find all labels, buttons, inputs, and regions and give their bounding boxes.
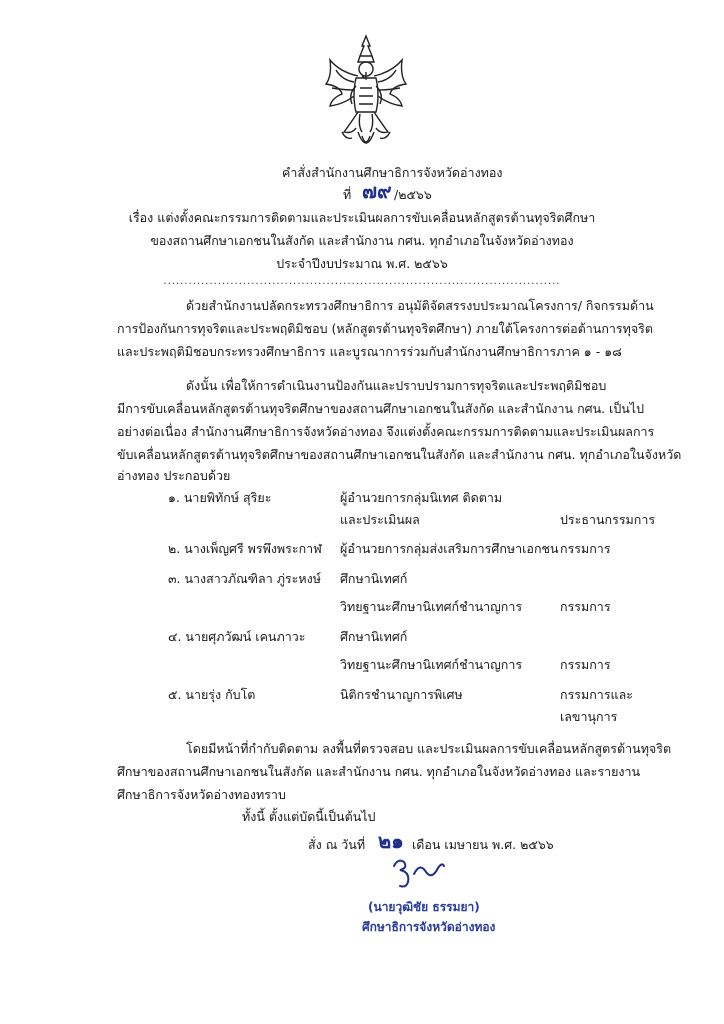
member-role: กรรมการ (560, 657, 611, 672)
paragraph-2-line: มีการขับเคลื่อนหลักสูตรต้านทุจริตศึกษาของสถานศึกษาเอกชนในสังกัด และสำนักงาน กศน. เป็นไป (117, 401, 645, 416)
order-date-day-handwritten: ๒๑ (378, 829, 404, 853)
member-role: กรรมการและ (560, 687, 633, 702)
member-name: ๔. นายศุภวัฒน์ เคนภาวะ (168, 629, 306, 644)
subject-line-1: เรื่อง แต่งตั้งคณะกรรมการติดตามและประเมินผลการขับเคลื่อนหลักสูตรต้านทุจริตศึกษา (128, 210, 596, 225)
member-position: วิทยฐานะศึกษานิเทศก์ชำนาญการ (340, 599, 523, 614)
member-name: ๑. นายพิทักษ์ สุริยะ (168, 490, 272, 505)
paragraph-1-line: และประพฤติมิชอบกระทรวงศึกษาธิการ และบูรณาการร่วมกับสำนักงานศึกษาธิการภาค ๑ - ๑๘ (117, 344, 622, 359)
member-role: กรรมการ (560, 541, 611, 556)
order-date-suffix: เดือน เมษายน พ.ศ. ๒๕๖๖ (412, 837, 554, 852)
subject-line-3: ประจำปีงบประมาณ พ.ศ. ๒๕๖๖ (276, 256, 448, 271)
order-title: คำสั่งสำนักงานศึกษาธิการจังหวัดอ่างทอง (282, 165, 503, 180)
member-role: กรรมการ (560, 599, 611, 614)
member-position: นิติกรชำนาญการพิเศษ (340, 687, 463, 702)
member-position: ผู้อำนวยการกลุ่มนิเทศ ติดตาม (340, 490, 503, 505)
signatory-name: (นายวุฒิชัย ธรรมยา) (368, 900, 480, 914)
paragraph-1-line: ด้วยสำนักงานปลัดกระทรวงศึกษาธิการ อนุมัติจัดสรรงบประมาณโครงการ/ กิจกรรมด้าน (186, 298, 654, 313)
paragraph-3-line: โดยมีหน้าที่กำกับติดตาม ลงพื้นที่ตรวจสอบ และประเมินผลการขับเคลื่อนหลักสูตรต้านทุจริต (186, 741, 672, 756)
garuda-emblem-icon (322, 32, 410, 156)
paragraph-2-line: อ่างทอง ประกอบด้วย (117, 468, 231, 483)
member-name: ๕. นายรุ่ง กับโต (168, 687, 256, 702)
subject-line-2: ของสถานศึกษาเอกชนในสังกัด และสำนักงาน กศน. ทุกอำเภอในจังหวัดอ่างทอง (150, 233, 574, 248)
member-name: ๒. นางเพ็ญศรี พรพึงพระกาฬ (168, 541, 322, 556)
effective-statement: ทั้งนี้ ตั้งแต่บัดนี้เป็นต้นไป (242, 809, 376, 824)
paragraph-2-line: ขับเคลื่อนหลักสูตรต้านทุจริตศึกษาของสถานศึกษาเอกชนในสังกัด และสำนักงาน กศน. ทุกอำเภอในจังหวัด (117, 447, 682, 462)
paragraph-3-line: ศึกษาของสถานศึกษาเอกชนในสังกัด และสำนักงาน กศน. ทุกอำเภอในจังหวัดอ่างทอง และรายงาน (117, 764, 641, 779)
member-position: และประเมินผล (340, 512, 420, 527)
member-position: ศึกษานิเทศก์ (340, 629, 408, 644)
separator-line: ............................................................................................... (163, 276, 561, 287)
member-role: ประธานกรรมการ (560, 512, 656, 527)
paragraph-1-line: การป้องกันการทุจริตและประพฤติมิชอบ (หลักสูตรต้านทุจริตศึกษา) ภายใต้โครงการต่อต้านการทุจริต (117, 321, 654, 336)
member-role: เลขานุการ (560, 709, 618, 724)
paragraph-3-line: ศึกษาธิการจังหวัดอ่างทองทราบ (117, 787, 286, 802)
order-number-handwritten: ๗๙ (362, 179, 392, 203)
order-date-prefix: สั่ง ณ วันที่ (308, 837, 366, 852)
paragraph-2-line: ดังนั้น เพื่อให้การดำเนินงานป้องกันและปราบปรามการทุจริตและประพฤติมิชอบ (186, 378, 607, 393)
paragraph-2-line: อย่างต่อเนื่อง สำนักงานศึกษาธิการจังหวัดอ่างทอง จึงแต่งตั้งคณะกรรมการติดตามและประเมินผลการ (117, 424, 655, 439)
member-name: ๓. นางสาวภัณฑิลา ภู่ระหงษ์ (168, 571, 321, 586)
handwritten-signature-icon (388, 852, 448, 892)
order-number-suffix: /๒๕๖๖ (394, 187, 432, 202)
member-position: วิทยฐานะศึกษานิเทศก์ชำนาญการ (340, 657, 523, 672)
order-number-prefix: ที่ (343, 187, 352, 202)
member-position: ศึกษานิเทศก์ (340, 571, 408, 586)
signatory-title: ศึกษาธิการจังหวัดอ่างทอง (362, 920, 496, 934)
member-position: ผู้อำนวยการกลุ่มส่งเสริมการศึกษาเอกชน (340, 541, 559, 556)
